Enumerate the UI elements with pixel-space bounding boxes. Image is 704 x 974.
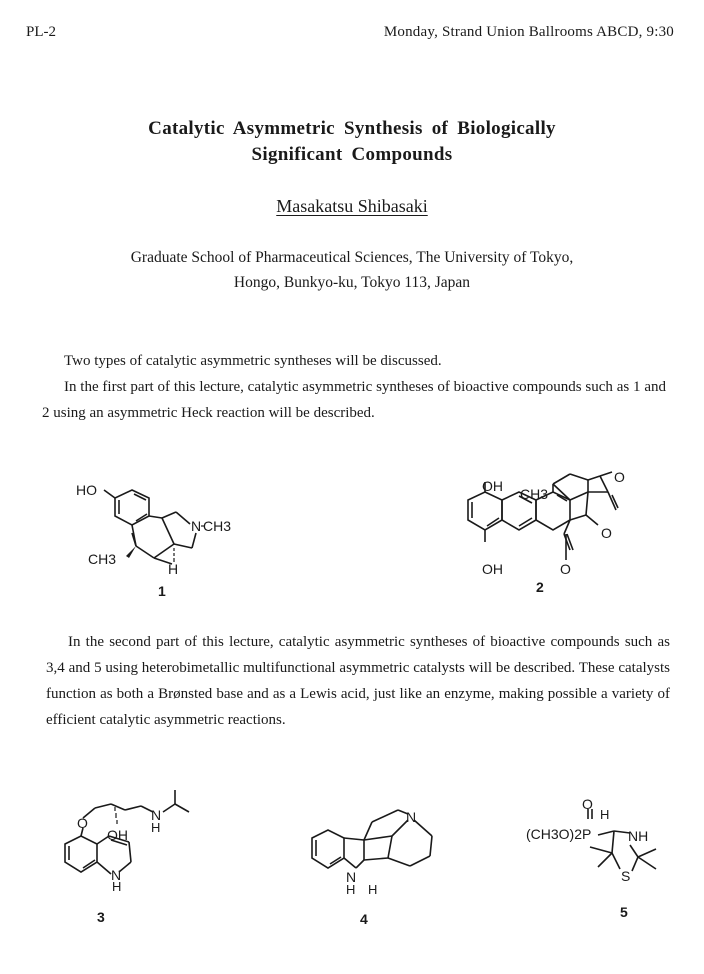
structure-3 bbox=[55, 776, 215, 926]
s4-n-bottom-label: N bbox=[346, 869, 357, 885]
s3-n-top-label: N bbox=[151, 807, 162, 823]
paragraph-heterobimetallic: In the second part of this lecture, catalytic asymmetric syntheses of bioactive compounds such as 3,4 and 5 using heterobimetallic multifunctional asymmetric catalysts will be described. These catalysts function as both a Brønsted base and as a Lewis acid, just like an enzyme, making possible a variety of efficient catalytic asymmetric reactions. bbox=[46, 634, 670, 728]
affiliation-line-1: Graduate School of Pharmaceutical Sciences, The University of Tokyo, bbox=[130, 249, 574, 266]
structure-5 bbox=[520, 795, 690, 925]
s4-h1-label: H bbox=[346, 882, 356, 897]
s1-ho-label: HO bbox=[76, 482, 97, 498]
compound-number-5: 5 bbox=[620, 904, 628, 920]
compound-number-3: 3 bbox=[97, 909, 105, 925]
s5-phosphonate-label: (CH3O)2P bbox=[526, 826, 592, 842]
s3-n-indole-label: N bbox=[111, 867, 122, 883]
structure-2 bbox=[460, 470, 660, 598]
session-info: Monday, Strand Union Ballrooms ABCD, 9:30 bbox=[383, 24, 674, 40]
s5-s-label: S bbox=[621, 868, 631, 884]
author-name: Masakatsu Shibasaki bbox=[276, 196, 428, 216]
s2-ch3-label: CH3 bbox=[520, 486, 549, 502]
s2-oh-bottom-label: OH bbox=[482, 561, 503, 577]
s3-h-top-label: H bbox=[151, 820, 161, 835]
compound-number-2: 2 bbox=[536, 579, 544, 595]
s1-h-label: H bbox=[168, 561, 179, 577]
structure-1 bbox=[70, 478, 270, 603]
author-block bbox=[0, 196, 704, 217]
structure-4 bbox=[290, 800, 450, 930]
paragraph-intro: Two types of catalytic asymmetric syntheses will be discussed. bbox=[64, 353, 442, 369]
s1-n-label: N bbox=[191, 518, 202, 534]
compound-number-4: 4 bbox=[360, 911, 368, 927]
s2-o-ketone-label: O bbox=[614, 470, 625, 485]
session-code: PL-2 bbox=[26, 24, 56, 40]
s1-ch3-label: CH3 bbox=[88, 551, 117, 567]
affiliation-line-2: Hongo, Bunkyo-ku, Tokyo 113, Japan bbox=[233, 274, 471, 291]
s2-o-furan-label: O bbox=[601, 525, 612, 541]
s2-oh-top-label: OH bbox=[482, 478, 503, 494]
s5-o-label: O bbox=[582, 796, 593, 812]
s4-h2-label: H bbox=[368, 882, 378, 897]
title-line-2: Significant Compounds bbox=[251, 144, 453, 165]
s1-ch3-n-label: CH3 bbox=[203, 518, 232, 534]
s5-nh-label: NH bbox=[628, 828, 649, 844]
s3-oh-label: OH bbox=[107, 827, 128, 843]
compound-number-1: 1 bbox=[158, 583, 166, 599]
s2-o-quinone-label: O bbox=[560, 561, 571, 577]
paragraph-heck: In the first part of this lecture, catalytic asymmetric syntheses of bioactive compounds such as 1 and 2 using an asymmetric Heck reaction will be described. bbox=[42, 379, 666, 421]
s4-n-top-label: N bbox=[406, 809, 417, 825]
title-line-1: Catalytic Asymmetric Synthesis of Biologically bbox=[148, 118, 556, 139]
s3-o-label: O bbox=[77, 815, 88, 831]
s5-h-label: H bbox=[600, 807, 610, 822]
s3-h-indole-label: H bbox=[112, 879, 122, 894]
